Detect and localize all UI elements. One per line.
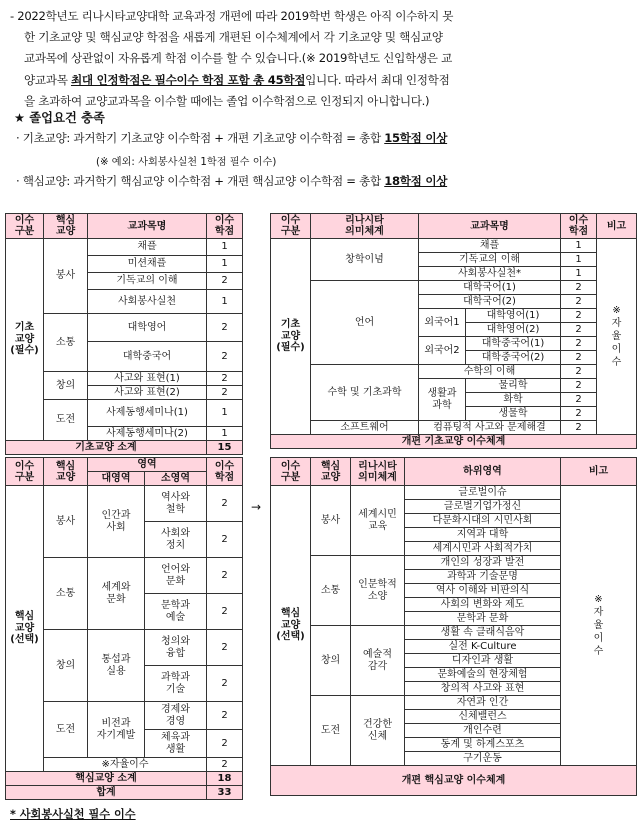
minor-cell: 역사와 철학 [145,486,207,522]
requirement-basic [16,130,447,146]
credit-cell: 2 [207,386,243,400]
header-division: 이수 구분 [271,214,311,239]
credit-cell: 2 [561,393,597,407]
sub-cell: 디자인과 생활 [405,654,561,668]
credit-cell: 2 [561,351,597,365]
requirement-credits: 15학점 이상 [384,131,448,145]
header-division: 이수 구분 [6,458,44,486]
header-sub: 하위영역 [405,458,561,486]
sub-foreign1: 외국어1 [419,309,466,337]
credit-cell: 2 [207,342,243,372]
new-basic-summary: 개편 기초교양 이수체계 [271,435,637,449]
header-credit: 이수 학점 [561,214,597,239]
sub-cell: 역사 이해와 비판의식 [405,584,561,598]
requirement-core [16,173,447,189]
footnote: * 사회봉사실천 필수 이수 [10,808,136,821]
sub-cell: 동계 및 하계스포츠 [405,738,561,752]
intro-paragraph [10,6,632,112]
course-cell: 컴퓨팅적 사고와 문제해결 [419,421,561,435]
credit-cell: 2 [207,730,243,758]
intro-emphasis: 최대 인정학점은 필수이수 학점 포함 총 45학점 [70,72,306,87]
course-cell: 사제동행세미나(1) [88,400,207,427]
sub-cell: 신체밸런스 [405,710,561,724]
course-cell: 사제동행세미나(2) [88,427,207,441]
system-s1: 세계시민 교육 [351,486,405,556]
system-s4: 건강한 신체 [351,696,405,766]
credit-cell: 1 [561,267,597,281]
course-cell: 대학영어(1) [466,309,561,323]
header-note: 비고 [561,458,637,486]
credit-cell: 2 [561,295,597,309]
core-dojeon: 도전 [44,702,88,758]
course-cell: 대학국어(2) [419,295,561,309]
credit-cell: 2 [561,309,597,323]
course-cell: 수학의 이해 [419,365,561,379]
credit-cell: 2 [207,522,243,558]
course-cell: 대학중국어(2) [466,351,561,365]
sub-cell: 창의적 사고와 표현 [405,682,561,696]
core-changui: 창의 [44,630,88,702]
header-area: 영역 [88,458,207,472]
intro-line: 입니다. 따라서 최대 인정학점 [305,72,450,87]
group-label: 핵심 교양 (선택) [271,486,311,766]
course-cell: 기독교의 이해 [419,253,561,267]
header-minor: 소영역 [145,472,207,486]
sub-cell: 지역과 대학 [405,528,561,542]
course-cell: 사회봉사실천* [419,267,561,281]
minor-cell: 문학과 예술 [145,594,207,630]
header-note: 비고 [597,214,637,239]
sub-foreign2: 외국어2 [419,337,466,365]
sub-cell: 다문화시대의 시민사회 [405,514,561,528]
course-cell: 기독교의 이해 [88,273,207,290]
minor-cell: 사회와 정치 [145,522,207,558]
sub-cell: 문학과 문화 [405,612,561,626]
credit-cell: 2 [207,486,243,522]
subtotal-value: 18 [207,772,243,786]
credit-cell: 2 [561,365,597,379]
header-course: 교과목명 [419,214,561,239]
core-bongsa: 봉사 [44,486,88,558]
credit-cell: 1 [207,427,243,441]
credit-cell: 2 [561,281,597,295]
free-elective: ※자율이수 [44,758,207,772]
core-dojeon: 도전 [44,400,88,441]
intro-line: 교과목에 상관없이 자유롭게 학점 이수를 할 수 있습니다.(※ 2019학년도 신입학생은 교 [24,51,452,66]
credit-cell: 2 [207,558,243,594]
arrow-icon: → [251,500,262,514]
header-system: 리나시타 의미체계 [351,458,405,486]
sub-cell: 개인의 성장과 발전 [405,556,561,570]
header-core: 핵심 교양 [44,214,88,239]
course-cell: 채플 [88,239,207,256]
core-changui: 창의 [311,626,351,696]
course-cell: 사고와 표현(1) [88,372,207,386]
course-cell: 사회봉사실천 [88,290,207,314]
system-s3: 예술적 감각 [351,626,405,696]
course-cell: 생물학 [466,407,561,421]
course-cell: 채플 [419,239,561,253]
sub-cell: 글로벌이슈 [405,486,561,500]
major-m2: 세계와 문화 [88,558,145,630]
core-changui: 창의 [44,372,88,400]
credit-cell: 2 [561,421,597,435]
header-division: 이수 구분 [6,214,44,239]
total-label: 합계 [6,786,207,800]
major-m3: 통섭과 실용 [88,630,145,702]
course-cell: 화학 [466,393,561,407]
minor-cell: 경제와 경영 [145,702,207,730]
course-cell: 미션채플 [88,256,207,273]
old-core-table [5,457,243,800]
core-sotong: 소통 [44,558,88,630]
subtotal-label: 핵심교양 소계 [6,772,207,786]
credit-cell: 1 [207,256,243,273]
requirement-text: · 핵심교양: 과거학기 핵심교양 이수학점 + 개편 핵심교양 이수학점 = 총합 [16,174,385,188]
group-label: 기초 교양 (필수) [6,239,44,441]
core-sotong: 소통 [44,314,88,372]
credit-cell: 2 [207,630,243,666]
header-credit: 이수 학점 [207,214,243,239]
header-core: 핵심 교양 [44,458,88,486]
course-cell: 대학영어 [88,314,207,342]
header-major: 대영역 [88,472,145,486]
credit-cell: 2 [207,702,243,730]
course-cell: 사고와 표현(2) [88,386,207,400]
requirement-credits: 18학점 이상 [384,174,448,188]
sub-cell: 사회의 변화와 제도 [405,598,561,612]
subtotal-label: 기초교양 소계 [6,441,207,455]
credit-cell: 2 [561,323,597,337]
core-bongsa: 봉사 [44,239,88,314]
intro-line: 을 초과하여 교양교과목을 이수할 때에는 졸업 이수학점으로 인정되지 아니합니다.) [24,93,430,108]
header-system: 리나시타 의미체계 [311,214,419,239]
course-cell: 물리학 [466,379,561,393]
sub-cell: 글로벌기업가정신 [405,500,561,514]
system-s1: 창학이념 [311,239,419,281]
core-sotong: 소통 [311,556,351,626]
credit-cell: 2 [207,273,243,290]
credit-cell: 1 [207,400,243,427]
intro-line: 한 기초교양 및 핵심교양 학점을 새롭게 개편된 이수체계에서 각 기초교양 및 핵심교양 [24,30,443,45]
total-value: 33 [207,786,243,800]
credit-cell: 2 [561,379,597,393]
credit-cell: 2 [207,666,243,702]
sub-cell: 문화예술의 현장체험 [405,668,561,682]
system-s2: 인문학적 소양 [351,556,405,626]
note-free: ※ 자 율 이 수 [597,239,637,435]
credit-cell: 1 [207,239,243,256]
credit-cell: 2 [207,758,243,772]
requirement-note: (※ 예외: 사회봉사실천 1학점 필수 이수) [96,157,277,168]
section-title: ★ 졸업요건 충족 [14,111,105,125]
credit-cell: 2 [207,372,243,386]
system-s3: 수학 및 기초과학 [311,365,419,421]
group-label: 핵심 교양 (선택) [6,486,44,772]
system-s4: 소프트웨어 [311,421,419,435]
minor-cell: 언어와 문화 [145,558,207,594]
group-label: 기초 교양 (필수) [271,239,311,435]
header-core: 핵심 교양 [311,458,351,486]
new-core-summary: 개편 핵심교양 이수체계 [271,766,637,796]
minor-cell: 청의와 융합 [145,630,207,666]
sub-cell: 자연과 인간 [405,696,561,710]
course-cell: 대학영어(2) [466,323,561,337]
old-basic-table [5,213,243,455]
core-dojeon: 도전 [311,696,351,766]
core-bongsa: 봉사 [311,486,351,556]
sub-cell: 세계시민과 사회적가치 [405,542,561,556]
header-division: 이수 구분 [271,458,311,486]
credit-cell: 1 [207,290,243,314]
subtotal-value: 15 [207,441,243,455]
credit-cell: 2 [561,337,597,351]
header-credit: 이수 학점 [207,458,243,486]
credit-cell: 2 [207,314,243,342]
sub-cell: 과학과 기술문명 [405,570,561,584]
new-core-table [270,457,637,796]
note-free: ※ 자 율 이 수 [561,486,637,766]
course-cell: 대학국어(1) [419,281,561,295]
system-s2: 언어 [311,281,419,365]
credit-cell: 1 [561,239,597,253]
credit-cell: 2 [207,594,243,630]
credit-cell: 2 [561,407,597,421]
new-basic-table [270,213,637,449]
minor-cell: 과학과 기술 [145,666,207,702]
header-course: 교과목명 [88,214,207,239]
sub-cell: 실전 K-Culture [405,640,561,654]
course-cell: 대학중국어 [88,342,207,372]
sub-cell: 개인수련 [405,724,561,738]
requirement-text: · 기초교양: 과거학기 기초교양 이수학점 + 개편 기초교양 이수학점 = 총합 [16,131,385,145]
major-m4: 비전과 자기계발 [88,702,145,758]
sub-cell: 구기운동 [405,752,561,766]
intro-line: - 2022학년도 리나시타교양대학 교육과정 개편에 따라 2019학번 학생은 아직 이수하지 못 [10,9,454,23]
major-m1: 인간과 사회 [88,486,145,558]
credit-cell: 1 [561,253,597,267]
minor-cell: 체육과 생활 [145,730,207,758]
course-cell: 대학중국어(1) [466,337,561,351]
sub-science: 생활과 과학 [419,379,466,421]
intro-line: 양교과목 [24,72,71,87]
sub-cell: 생활 속 클래식음악 [405,626,561,640]
